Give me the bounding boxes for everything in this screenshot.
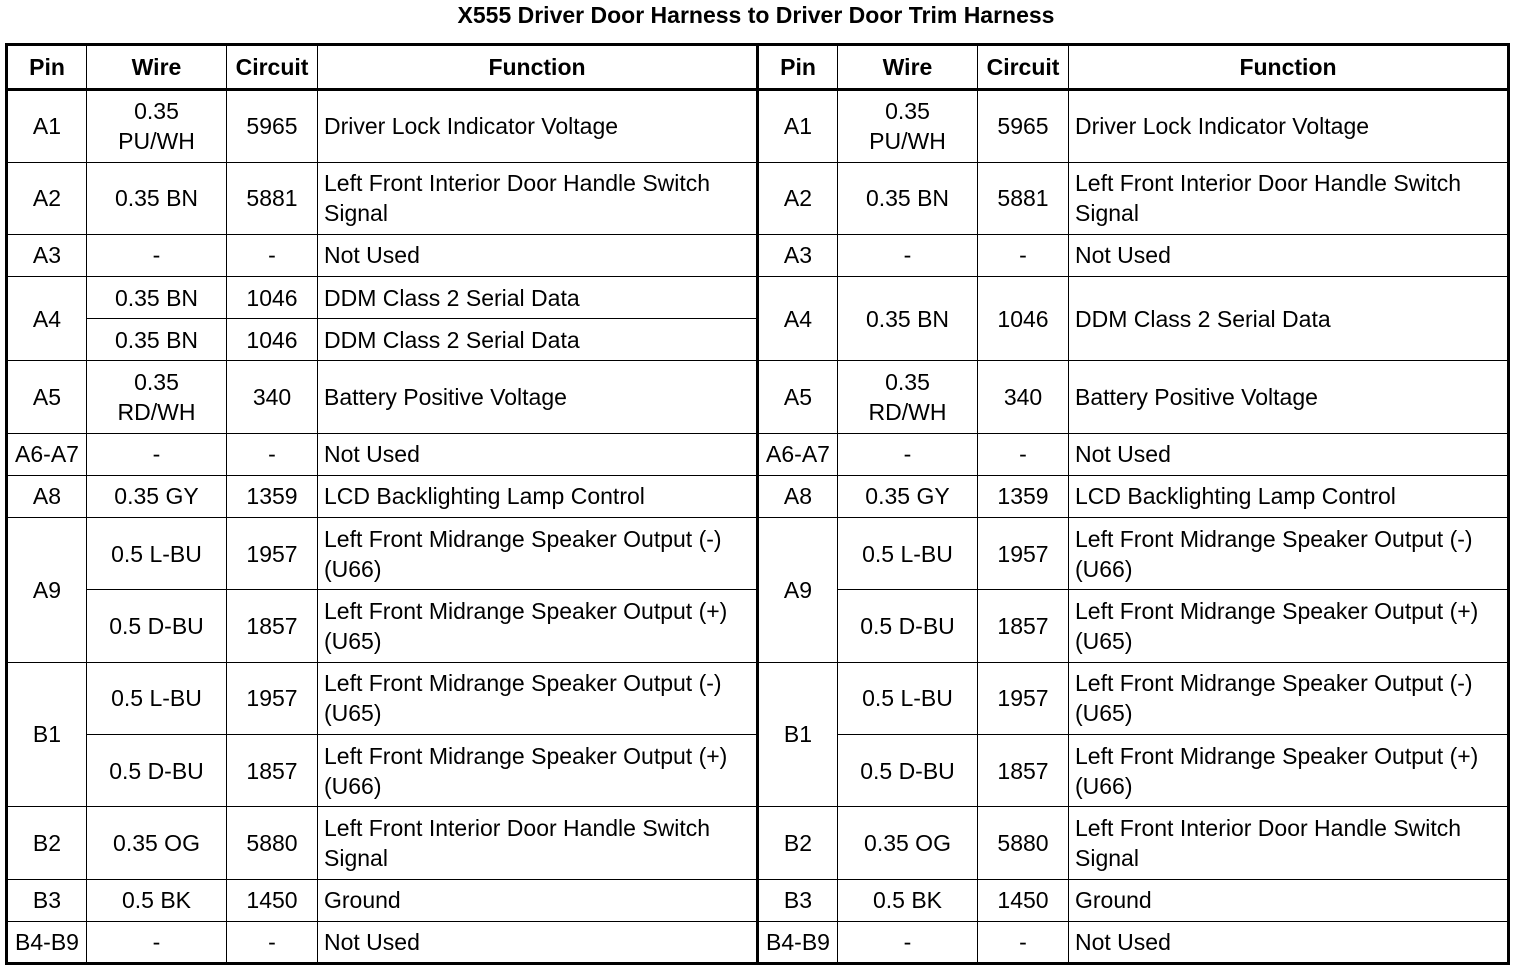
function-cell: Driver Lock Indicator Voltage <box>1069 90 1509 162</box>
circuit-cell: 1957 <box>978 662 1069 734</box>
circuit-cell: 5965 <box>978 90 1069 162</box>
pin-cell: A8 <box>758 475 838 517</box>
header-function: Function <box>1069 45 1509 90</box>
pin-cell: B1 <box>758 662 838 807</box>
wire-cell: - <box>838 921 978 963</box>
pin-cell: B2 <box>7 807 87 879</box>
circuit-cell: 340 <box>978 361 1069 433</box>
wire-cell: 0.35 OG <box>838 807 978 879</box>
pin-cell: A4 <box>758 276 838 360</box>
function-cell: Left Front Interior Door Handle Switch Signal <box>1069 162 1509 234</box>
wire-cell: 0.5 L-BU <box>838 517 978 589</box>
function-cell: Ground <box>1069 879 1509 921</box>
function-cell: Not Used <box>318 234 758 276</box>
circuit-cell: 5880 <box>978 807 1069 879</box>
wire-cell: 0.5 BK <box>87 879 227 921</box>
header-wire: Wire <box>838 45 978 90</box>
circuit-cell: 1046 <box>978 276 1069 360</box>
circuit-cell: 1450 <box>227 879 318 921</box>
function-cell: Left Front Midrange Speaker Output (+) (U66) <box>1069 734 1509 806</box>
header-row <box>7 45 1509 90</box>
function-cell: Left Front Midrange Speaker Output (-) (U65) <box>1069 662 1509 734</box>
table-row <box>7 162 1509 234</box>
function-cell: Driver Lock Indicator Voltage <box>318 90 758 162</box>
pin-cell: A3 <box>758 234 838 276</box>
wire-cell: 0.35 BN <box>838 162 978 234</box>
wire-cell: 0.35 BN <box>838 276 978 360</box>
table-row <box>7 921 1509 963</box>
wire-cell: 0.35 RD/WH <box>838 361 978 433</box>
wire-cell: 0.35 PU/WH <box>87 90 227 162</box>
function-cell: LCD Backlighting Lamp Control <box>318 475 758 517</box>
pin-cell: A9 <box>7 517 87 662</box>
pin-cell: A8 <box>7 475 87 517</box>
table-row <box>7 90 1509 162</box>
function-cell: Left Front Midrange Speaker Output (-) (U66) <box>318 517 758 589</box>
circuit-cell: 1450 <box>978 879 1069 921</box>
function-cell: DDM Class 2 Serial Data <box>318 319 758 361</box>
wire-cell: 0.35 GY <box>87 475 227 517</box>
wire-cell: 0.35 PU/WH <box>838 90 978 162</box>
function-cell: Left Front Interior Door Handle Switch Signal <box>318 162 758 234</box>
function-cell: DDM Class 2 Serial Data <box>318 276 758 318</box>
function-cell: Not Used <box>318 433 758 475</box>
wire-cell: 0.35 OG <box>87 807 227 879</box>
wire-cell: 0.5 D-BU <box>838 734 978 806</box>
table-row <box>7 807 1509 879</box>
circuit-cell: 5881 <box>227 162 318 234</box>
pin-cell: B3 <box>758 879 838 921</box>
function-cell: Not Used <box>1069 234 1509 276</box>
pin-cell: A2 <box>7 162 87 234</box>
pin-cell: B4-B9 <box>7 921 87 963</box>
header-wire: Wire <box>87 45 227 90</box>
pin-cell: A3 <box>7 234 87 276</box>
wire-cell: 0.5 L-BU <box>87 517 227 589</box>
wire-cell: 0.35 BN <box>87 162 227 234</box>
header-circuit: Circuit <box>227 45 318 90</box>
table-row <box>7 662 1509 734</box>
table-row <box>7 361 1509 433</box>
table-row <box>7 433 1509 475</box>
pin-cell: A6-A7 <box>758 433 838 475</box>
wire-cell: 0.5 D-BU <box>87 590 227 662</box>
header-function: Function <box>318 45 758 90</box>
page-title: X555 Driver Door Harness to Driver Door Trim Harness <box>457 2 1055 28</box>
function-cell: Left Front Midrange Speaker Output (-) (U66) <box>1069 517 1509 589</box>
function-cell: Left Front Interior Door Handle Switch Signal <box>1069 807 1509 879</box>
circuit-cell: 340 <box>227 361 318 433</box>
circuit-cell: 5881 <box>978 162 1069 234</box>
pin-cell: B1 <box>7 662 87 807</box>
circuit-cell: 1957 <box>227 517 318 589</box>
wire-cell: - <box>87 234 227 276</box>
function-cell: Not Used <box>318 921 758 963</box>
circuit-cell: - <box>227 234 318 276</box>
circuit-cell: - <box>978 433 1069 475</box>
circuit-cell: 5965 <box>227 90 318 162</box>
wire-cell: 0.35 GY <box>838 475 978 517</box>
function-cell: Battery Positive Voltage <box>318 361 758 433</box>
wire-cell: 0.5 L-BU <box>87 662 227 734</box>
wire-cell: - <box>838 433 978 475</box>
function-cell: LCD Backlighting Lamp Control <box>1069 475 1509 517</box>
pin-cell: B4-B9 <box>758 921 838 963</box>
circuit-cell: - <box>227 921 318 963</box>
wire-cell: 0.35 BN <box>87 319 227 361</box>
function-cell: Left Front Interior Door Handle Switch Signal <box>318 807 758 879</box>
header-circuit: Circuit <box>978 45 1069 90</box>
circuit-cell: - <box>978 234 1069 276</box>
circuit-cell: 1359 <box>978 475 1069 517</box>
wire-cell: 0.5 D-BU <box>87 734 227 806</box>
table-row <box>7 517 1509 589</box>
circuit-cell: - <box>978 921 1069 963</box>
wire-cell: 0.5 BK <box>838 879 978 921</box>
pin-cell: A2 <box>758 162 838 234</box>
pin-cell: A9 <box>758 517 838 662</box>
pin-cell: A6-A7 <box>7 433 87 475</box>
function-cell: Ground <box>318 879 758 921</box>
pin-cell: A1 <box>758 90 838 162</box>
circuit-cell: - <box>227 433 318 475</box>
function-cell: Battery Positive Voltage <box>1069 361 1509 433</box>
pin-cell: A5 <box>758 361 838 433</box>
function-cell: Left Front Midrange Speaker Output (+) (U66) <box>318 734 758 806</box>
circuit-cell: 1957 <box>227 662 318 734</box>
table-row <box>7 475 1509 517</box>
circuit-cell: 1359 <box>227 475 318 517</box>
circuit-cell: 1857 <box>978 590 1069 662</box>
table-row <box>7 234 1509 276</box>
function-cell: Left Front Midrange Speaker Output (+) (U65) <box>318 590 758 662</box>
table-row <box>7 276 1509 318</box>
wire-cell: - <box>838 234 978 276</box>
connector-pinout-table <box>5 43 1510 965</box>
circuit-cell: 1046 <box>227 319 318 361</box>
header-pin: Pin <box>758 45 838 90</box>
wire-cell: 0.35 RD/WH <box>87 361 227 433</box>
wire-cell: - <box>87 921 227 963</box>
pin-cell: A4 <box>7 276 87 360</box>
table-row <box>7 879 1509 921</box>
circuit-cell: 1857 <box>227 590 318 662</box>
function-cell: Not Used <box>1069 433 1509 475</box>
wire-cell: 0.35 BN <box>87 276 227 318</box>
pin-cell: A5 <box>7 361 87 433</box>
circuit-cell: 5880 <box>227 807 318 879</box>
function-cell: Not Used <box>1069 921 1509 963</box>
pin-cell: A1 <box>7 90 87 162</box>
header-pin: Pin <box>7 45 87 90</box>
pin-cell: B2 <box>758 807 838 879</box>
wire-cell: 0.5 L-BU <box>838 662 978 734</box>
pin-cell: B3 <box>7 879 87 921</box>
function-cell: Left Front Midrange Speaker Output (-) (U65) <box>318 662 758 734</box>
wire-cell: 0.5 D-BU <box>838 590 978 662</box>
circuit-cell: 1957 <box>978 517 1069 589</box>
wire-cell: - <box>87 433 227 475</box>
function-cell: DDM Class 2 Serial Data <box>1069 276 1509 360</box>
circuit-cell: 1046 <box>227 276 318 318</box>
function-cell: Left Front Midrange Speaker Output (+) (U65) <box>1069 590 1509 662</box>
circuit-cell: 1857 <box>227 734 318 806</box>
circuit-cell: 1857 <box>978 734 1069 806</box>
